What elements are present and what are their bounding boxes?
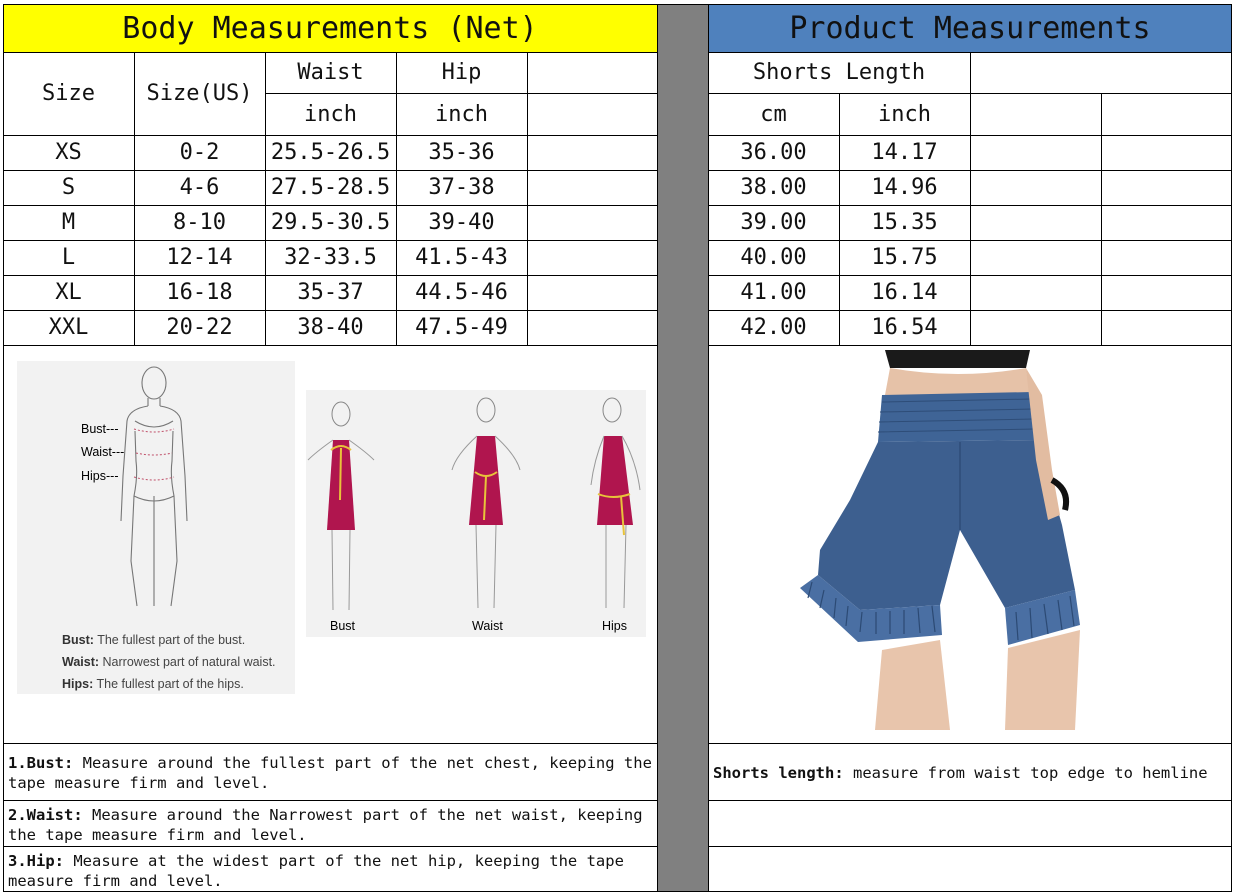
body-cell-us: 4-6	[179, 175, 220, 200]
label-waist: Waist---	[81, 445, 125, 459]
body-cell-hip: 37-38	[428, 175, 495, 200]
body-figure-panel	[17, 361, 295, 694]
body-cell-waist: 38-40	[297, 315, 364, 340]
product-measurements-header	[708, 5, 1232, 52]
note-bust	[3, 753, 657, 797]
product-cell-cm: 38.00	[740, 175, 807, 200]
note-bust-text: Measure around the fullest part of the net chest, keeping the tape measure firm and level.	[8, 754, 652, 792]
grid-line	[3, 52, 657, 53]
note-shorts-label: Shorts length:	[713, 764, 844, 782]
product-cell-inch: 15.75	[871, 245, 938, 270]
note-shorts-length	[708, 763, 1232, 785]
legend-waist	[62, 655, 294, 675]
dress-figures-illustration	[306, 390, 646, 637]
body-cell-hip: 39-40	[428, 210, 495, 235]
product-cell-cm: 40.00	[740, 245, 807, 270]
note-hip-text: Measure at the widest part of the net hip, keeping the tape measure firm and level.	[8, 852, 624, 890]
body-cell-waist: 32-33.5	[284, 245, 377, 270]
grid-line	[3, 240, 657, 241]
product-cell-inch: 15.35	[871, 210, 938, 235]
grid-line	[3, 846, 657, 847]
body-cell-waist: 29.5-30.5	[270, 210, 391, 235]
body-cell-us: 0-2	[179, 140, 220, 165]
dress-figure-waist	[452, 398, 520, 608]
legend-bust	[62, 633, 292, 653]
grid-line	[708, 345, 1231, 346]
product-cell-inch: 14.96	[871, 175, 938, 200]
grid-line	[3, 345, 657, 346]
grid-line	[3, 135, 657, 136]
grid-line	[708, 846, 1231, 847]
unit-waist-text: inch	[304, 101, 357, 127]
product-cell-cm: 39.00	[740, 210, 807, 235]
col-header-shorts-length-text: Shorts Length	[752, 60, 926, 85]
product-cell-cm: 42.00	[740, 315, 807, 340]
legend-waist-term: Waist:	[62, 655, 100, 669]
grid-line	[657, 4, 658, 892]
grid-line	[1231, 4, 1232, 892]
legend-hips-term: Hips:	[62, 677, 94, 691]
body-cell-waist: 27.5-28.5	[270, 175, 391, 200]
body-cell-hip: 47.5-49	[415, 315, 508, 340]
body-measurements-title: Body Measurements (Net)	[122, 11, 538, 46]
grid-line	[265, 52, 266, 345]
note-waist-text: Measure around the Narrowest part of the net waist, keeping the tape measure firm and level.	[8, 806, 643, 844]
legend-hips-text: The fullest part of the hips.	[96, 677, 244, 691]
body-cell-size: XS	[55, 140, 82, 165]
grid-line	[527, 52, 528, 345]
note-bust-label: 1.Bust:	[8, 754, 74, 772]
body-cell-size: M	[61, 210, 76, 235]
col-header-waist	[265, 52, 396, 93]
body-cell-us: 12-14	[166, 245, 233, 270]
col-header-hip	[396, 52, 527, 93]
grid-line	[3, 205, 657, 206]
unit-hip	[396, 93, 527, 135]
body-measurements-header	[3, 5, 657, 52]
grid-line	[265, 93, 657, 94]
unit-cm-text: cm	[760, 101, 787, 127]
product-cell-cm: 41.00	[740, 280, 807, 305]
col-header-size-text: Size	[42, 81, 95, 106]
denim-shorts-photo	[790, 350, 1090, 730]
grid-line	[3, 743, 657, 744]
label-hips: Hips---	[81, 469, 119, 483]
body-cell-us: 8-10	[173, 210, 226, 235]
unit-inch	[839, 93, 970, 135]
grid-line	[134, 52, 135, 345]
legend-bust-text: The fullest part of the bust.	[97, 633, 246, 647]
note-hip	[3, 851, 657, 895]
body-cell-us: 20-22	[166, 315, 233, 340]
grid-line	[708, 4, 709, 892]
grid-line	[3, 310, 657, 311]
grid-line	[396, 52, 397, 345]
product-cell-inch: 14.17	[871, 140, 938, 165]
product-measurements-title: Product Measurements	[789, 11, 1151, 46]
note-waist-label: 2.Waist:	[8, 806, 83, 824]
dress-measuring-panel	[306, 390, 646, 637]
body-cell-hip: 41.5-43	[415, 245, 508, 270]
caption-hips: Hips	[602, 619, 628, 633]
grid-line	[3, 891, 1232, 892]
unit-cm	[708, 93, 839, 135]
grid-line	[839, 93, 840, 345]
body-cell-hip: 44.5-46	[415, 280, 508, 305]
grid-line	[3, 4, 4, 892]
note-hip-label: 3.Hip:	[8, 852, 64, 870]
unit-inch-text: inch	[878, 101, 931, 127]
body-outline-illustration	[17, 361, 295, 611]
grid-line	[3, 170, 657, 171]
grid-line	[3, 4, 1232, 5]
unit-waist	[265, 93, 396, 135]
col-header-shorts-length	[708, 52, 970, 93]
grid-line	[708, 800, 1231, 801]
grid-line	[3, 275, 657, 276]
body-cell-waist: 35-37	[297, 280, 364, 305]
product-cell-inch: 16.54	[871, 315, 938, 340]
body-cell-hip: 35-36	[428, 140, 495, 165]
note-shorts-text: measure from waist top edge to hemline	[843, 764, 1208, 782]
dress-figure-hips	[591, 398, 640, 608]
col-header-size-us	[134, 52, 265, 135]
body-cell-size: S	[61, 175, 76, 200]
product-cell-inch: 16.14	[871, 280, 938, 305]
grid-line	[708, 743, 1231, 744]
grid-line	[3, 800, 657, 801]
legend-bust-term: Bust:	[62, 633, 94, 647]
col-header-size	[3, 52, 134, 135]
grid-line	[970, 52, 971, 345]
grid-line	[1101, 93, 1102, 345]
denim-shorts-illustration	[790, 350, 1090, 730]
gray-divider-column	[657, 5, 708, 891]
body-cell-size: XL	[55, 280, 82, 305]
body-cell-us: 16-18	[166, 280, 233, 305]
label-bust: Bust---	[81, 422, 119, 436]
legend-hips	[62, 677, 292, 697]
col-header-waist-text: Waist	[297, 60, 364, 85]
dress-figure-bust	[308, 402, 374, 610]
body-cell-size: XXL	[48, 315, 89, 340]
legend-waist-text: Narrowest part of natural waist.	[102, 655, 276, 669]
body-cell-size: L	[61, 245, 76, 270]
col-header-size-us-text: Size(US)	[146, 81, 253, 106]
col-header-hip-text: Hip	[441, 60, 482, 85]
product-cell-cm: 36.00	[740, 140, 807, 165]
body-cell-waist: 25.5-26.5	[270, 140, 391, 165]
unit-hip-text: inch	[435, 101, 488, 127]
note-waist	[3, 805, 657, 849]
caption-bust: Bust	[330, 619, 356, 633]
caption-waist: Waist	[472, 619, 503, 633]
